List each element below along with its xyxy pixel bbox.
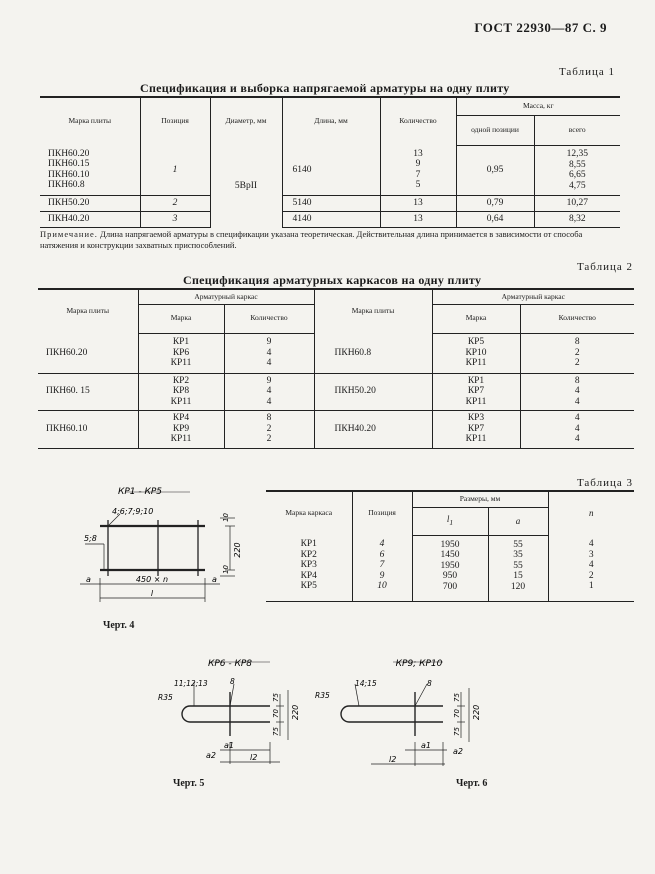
t1-r1-counts: 13 9 7 5 xyxy=(380,145,456,195)
d4-dim-h: 220 xyxy=(233,542,242,558)
d6-dim-3: 75 xyxy=(453,727,461,736)
d5-dim-2: 70 xyxy=(272,709,280,718)
t1-r2-marks: ПКН50.20 xyxy=(40,195,140,211)
table1-note xyxy=(40,229,620,251)
d6-pos-bar: 8 xyxy=(427,679,432,688)
t3-head-l: l xyxy=(446,513,450,524)
t2-r3-right-frames: КР3 КР7 КР11 xyxy=(432,410,520,448)
t1-r2-counts: 13 xyxy=(380,195,456,211)
drawing4-caption: Черт. 4 xyxy=(103,620,135,631)
t3-marks: КР1 КР2 КР3 КР4 КР5 xyxy=(266,535,352,601)
t2-r2-right-counts: 8 4 4 xyxy=(520,373,634,410)
d6-title: КР9; КР10 xyxy=(395,659,443,669)
d6-dim-4: 220 xyxy=(472,704,481,720)
t3-positions: 4 6 7 9 10 xyxy=(352,535,412,601)
d5-title: КР6 - КР8 xyxy=(207,659,253,669)
d4-dim-a-right: a xyxy=(212,575,217,584)
d5-dim-a1: a1 xyxy=(224,741,234,750)
note-text: Длина напрягаемой арматуры в спецификации указана теоретическая. Действительная длина принимается в зависимости от способа натяжения и конструкции захватных приспособлений. xyxy=(40,229,583,250)
table2-label: Таблица 2 xyxy=(576,261,633,273)
d6-pos: 14;15 xyxy=(355,679,377,688)
t2-head-frame-mark-left: Марка xyxy=(138,304,224,333)
t1-r3-counts: 13 xyxy=(380,211,456,227)
d4-dim-bot: 10 xyxy=(222,565,230,574)
table-row xyxy=(38,373,634,410)
t1-head-count: Количество xyxy=(380,97,456,145)
t3-head-n: n xyxy=(548,491,634,535)
table-row xyxy=(40,211,620,227)
table1-title: Спецификация и выборка напрягаемой арматуры на одну плиту xyxy=(140,81,510,95)
t1-r2-position: 2 xyxy=(140,195,210,211)
t3-l1: 1950 1450 1950 950 700 xyxy=(412,535,488,601)
table-row xyxy=(40,145,620,195)
d4-pos-left: 5;8 xyxy=(84,534,97,543)
t3-head-position: Позиция xyxy=(352,491,412,535)
t2-r1-left-mark: ПКН60.20 xyxy=(38,333,138,373)
t1-head-mass-one: одной позиции xyxy=(456,115,534,145)
t2-head-frame-left: Арматурный каркас xyxy=(138,289,314,304)
t2-head-frame-right: Арматурный каркас xyxy=(432,289,634,304)
t1-head-mass-all: всего xyxy=(534,115,620,145)
t1-head-mass: Масса, кг xyxy=(456,97,620,115)
d6-dim-a1: a1 xyxy=(421,741,431,750)
t2-head-frame-mark-right: Марка xyxy=(432,304,520,333)
t2-r3-left-counts: 8 2 2 xyxy=(224,410,314,448)
t1-r3-mass-all: 8,32 xyxy=(534,211,620,227)
t3-head-a: a xyxy=(488,507,548,535)
d5-dim-3: 75 xyxy=(272,727,280,736)
d6-dim-l2: l2 xyxy=(389,755,397,764)
d6-dim-2: 70 xyxy=(453,709,461,718)
drawing5-caption: Черт. 5 xyxy=(173,778,205,789)
d5-dim-1: 75 xyxy=(272,693,280,702)
table2 xyxy=(38,288,634,449)
t1-r1-mass-all: 12,35 8,55 6,65 4,75 xyxy=(534,145,620,195)
d4-dim-len: 450 × n xyxy=(135,575,169,584)
table2-title: Спецификация арматурных каркасов на одну плиту xyxy=(183,273,482,287)
t3-head-l-sub: 1 xyxy=(449,517,454,527)
t1-r1-length: 6140 xyxy=(282,145,380,195)
t1-head-position: Позиция xyxy=(140,97,210,145)
table-row xyxy=(40,195,620,211)
t1-diameter: 5ВрII xyxy=(210,145,282,227)
t1-r1-mass-one: 0,95 xyxy=(456,145,534,195)
t1-r3-position: 3 xyxy=(140,211,210,227)
table-row xyxy=(266,535,634,601)
t2-r1-right-counts: 8 2 2 xyxy=(520,333,634,373)
t3-a: 55 35 55 15 120 xyxy=(488,535,548,601)
t1-r3-mass-one: 0,64 xyxy=(456,211,534,227)
table3-label: Таблица 3 xyxy=(576,477,633,489)
t2-r1-right-mark: ПКН60.8 xyxy=(314,333,432,373)
table1 xyxy=(40,96,620,228)
t2-r3-right-counts: 4 4 4 xyxy=(520,410,634,448)
table3 xyxy=(266,490,634,602)
d6-dim-a2: a2 xyxy=(453,747,463,756)
d5-radius: R35 xyxy=(158,693,173,702)
t2-r2-left-mark: ПКН60. 15 xyxy=(38,373,138,410)
d4-title: КР1 - КР5 xyxy=(117,487,163,497)
t2-r3-left-mark: ПКН60.10 xyxy=(38,410,138,448)
t2-r1-right-frames: КР5 КР10 КР11 xyxy=(432,333,520,373)
d5-pos: 11;12;13 xyxy=(174,679,208,688)
d5-pos-bar: 8 xyxy=(230,677,235,686)
t1-r3-marks: ПКН40.20 xyxy=(40,211,140,227)
d4-dim-total: l xyxy=(150,589,154,598)
t2-r1-left-frames: КР1 КР6 КР11 xyxy=(138,333,224,373)
d4-dim-top: 10 xyxy=(222,513,230,522)
t2-r2-left-frames: КР2 КР8 КР11 xyxy=(138,373,224,410)
table-row xyxy=(38,410,634,448)
d5-dim-l2: l2 xyxy=(250,753,258,762)
t3-head-sizes: Размеры, мм xyxy=(412,491,548,507)
t1-r3-length: 4140 xyxy=(282,211,380,227)
t3-head-l1 xyxy=(412,507,488,535)
d6-radius: R35 xyxy=(315,691,330,700)
t2-r2-right-mark: ПКН50.20 xyxy=(314,373,432,410)
t2-r2-right-frames: КР1 КР7 КР11 xyxy=(432,373,520,410)
drawing-kr1-kr5 xyxy=(70,478,270,618)
table1-label: Таблица 1 xyxy=(558,66,615,78)
t2-r3-left-frames: КР4 КР9 КР11 xyxy=(138,410,224,448)
t2-r3-right-mark: ПКН40.20 xyxy=(314,410,432,448)
t3-n: 4 3 4 2 1 xyxy=(548,535,634,601)
t1-head-mark: Марка плиты xyxy=(40,97,140,145)
table-row xyxy=(38,333,634,373)
d5-dim-a2: a2 xyxy=(206,751,216,760)
d4-pos-top: 4;6;7;9;10 xyxy=(112,507,154,516)
t2-r2-left-counts: 9 4 4 xyxy=(224,373,314,410)
d4-dim-a-left: a xyxy=(86,575,91,584)
note-lead: Примечание. xyxy=(40,229,98,239)
t2-r1-left-counts: 9 4 4 xyxy=(224,333,314,373)
drawing-kr9-kr10 xyxy=(315,652,495,774)
t1-r1-marks: ПКН60.20 ПКН60.15 ПКН60.10 ПКН60.8 xyxy=(40,145,140,195)
t1-head-length: Длина, мм xyxy=(282,97,380,145)
t2-head-count-right: Количество xyxy=(520,304,634,333)
t3-head-mark: Марка каркаса xyxy=(266,491,352,535)
t1-head-diameter: Диаметр, мм xyxy=(210,97,282,145)
t2-head-count-left: Количество xyxy=(224,304,314,333)
t1-r1-position: 1 xyxy=(140,145,210,195)
page-header: ГОСТ 22930—87 С. 9 xyxy=(474,20,607,35)
d5-dim-4: 220 xyxy=(291,704,300,720)
t1-r2-mass-one: 0,79 xyxy=(456,195,534,211)
t2-head-mark-right: Марка плиты xyxy=(314,289,432,333)
drawing6-caption: Черт. 6 xyxy=(456,778,488,789)
t2-head-mark-left: Марка плиты xyxy=(38,289,138,333)
drawing-kr6-kr8 xyxy=(150,654,320,774)
t1-r2-length: 5140 xyxy=(282,195,380,211)
d6-dim-1: 75 xyxy=(453,693,461,702)
t1-r2-mass-all: 10,27 xyxy=(534,195,620,211)
